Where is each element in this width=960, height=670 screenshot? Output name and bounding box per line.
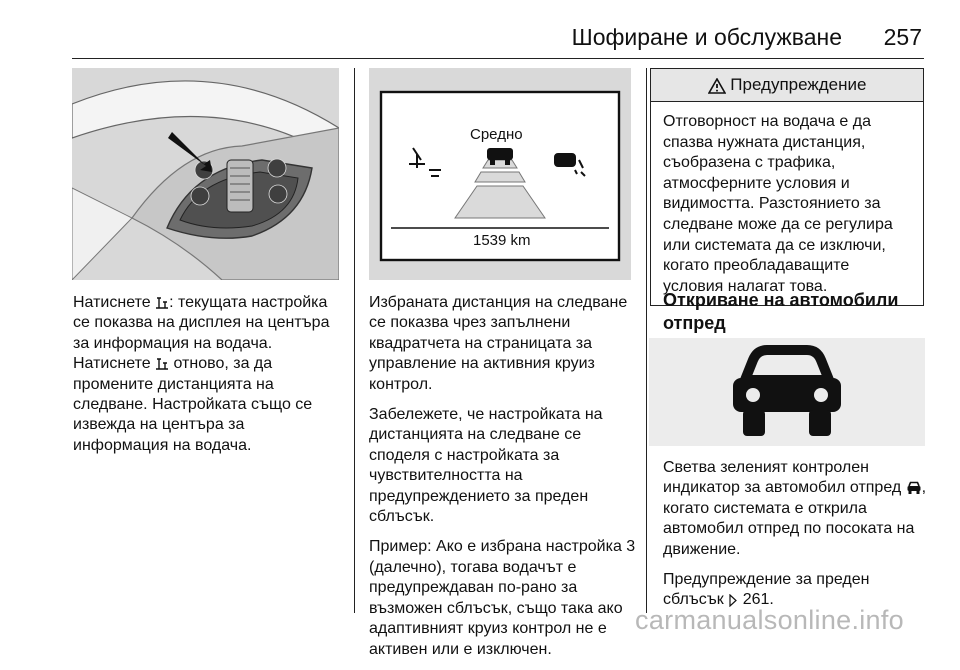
warning-header — [651, 69, 923, 102]
middle-paragraph-1: Избраната дистанция на следване се показва чрез запълнени квадратчета на страницата за управление на активния круиз контрол. — [369, 294, 628, 393]
text-current-setting: : текущата настройка се показва на дисплея на центъра за информация на водача. Натиснете — [73, 294, 330, 373]
watermark: carmanualsonline.info — [635, 605, 904, 635]
middle-paragraph-3: Пример: Ако е избрана настройка 3 (далечно), тогава водачът е предупреждаван по-рано за възможен сблъсък, също така ако адаптивният круиз контрол не е активен или е изключен. — [369, 538, 636, 658]
middle-paragraph-2: Забележете, че настройката на дистанцията на следване се споделя с настройката за чувствителността на предупреждението за преден сблъсък. — [369, 406, 603, 526]
warning-triangle-icon — [708, 78, 726, 94]
display-mode-label: Средно — [470, 126, 523, 143]
vehicle-ahead-icon-figure — [649, 338, 925, 446]
text-system-detected: , когато системата е открила автомобил отпред по посоката на движение. — [663, 479, 927, 558]
left-column-text — [73, 293, 343, 466]
right-column-text — [663, 458, 931, 621]
steering-wheel-illustration — [72, 68, 339, 280]
follow-distance-icon — [155, 296, 169, 310]
warning-title: Предупреждение — [730, 75, 867, 94]
middle-column-text — [369, 293, 639, 670]
page-reference-link[interactable]: 261. — [742, 591, 774, 609]
text-collision-warning: Предупреждение за преден сблъсък — [663, 571, 870, 609]
follow-distance-icon — [155, 357, 169, 371]
vehicle-ahead-icon — [906, 481, 922, 495]
vehicle-ahead-icon — [649, 338, 925, 446]
display-odometer: 1539 km — [473, 232, 531, 249]
left-paragraph — [73, 293, 343, 456]
warning-text: Отговорност на водача е да спазва нужната дистанция, съобразена с трафика, атмосферните условия и видимостта. Разстоянието за следване може да се регулира или системата да се изключи, когато преобладаващите условия налагат това. — [663, 113, 893, 295]
column-divider-left — [354, 68, 355, 613]
driver-info-display-illustration — [369, 68, 631, 280]
text-press-again: отново, за да промените дистанцията на следване. Настройката също се извежда на центъра за информация на водача. — [73, 355, 313, 454]
page-number: 257 — [883, 24, 922, 50]
section-title: Шофиране и обслужване — [571, 24, 842, 50]
text-indicator: Светва зеленият контролен индикатор за автомобил отпред — [663, 459, 906, 497]
header-rule — [72, 58, 924, 59]
text-press: Натиснете — [73, 294, 156, 311]
warning-box — [650, 68, 924, 306]
section-heading: Откриване на автомобили отпред — [663, 290, 899, 333]
right-paragraph-1 — [663, 458, 931, 560]
column-divider-right — [646, 68, 647, 613]
